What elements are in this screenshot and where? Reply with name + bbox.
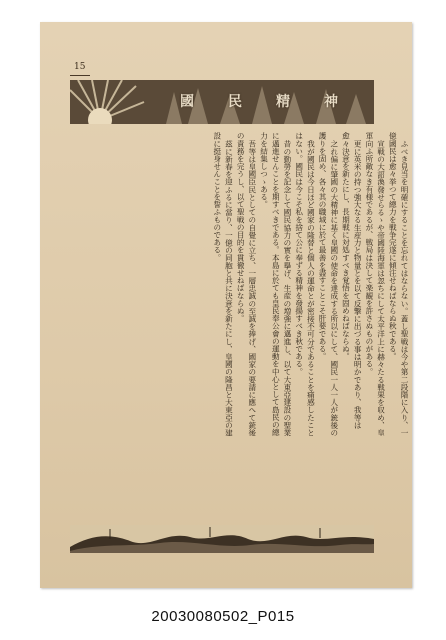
banner-char: 神: [324, 94, 340, 110]
header-banner-illustration: [70, 80, 374, 124]
banner-title: [180, 86, 340, 116]
paragraph: 宣戦の大詔渙發せらるゝや帝國陸海軍は忽ちにして太平洋上に赫々たる戦果を収め、皇軍向ふ所敵なき有様であるが、戦局は決して楽観を許さぬものがある。: [364, 132, 386, 436]
image-caption: 20030080502_P015: [151, 608, 295, 625]
paragraph: 昔の勤勞を記念して國民協力の實を擧げ、生産の増強に邁進し、以て大東亞建設の聖業に邁進せんことを期すべきである。本島に於ても皇民奉公會の運動を中心として島民の總力を結集しつゝある。: [259, 132, 292, 436]
banner-char: 精: [276, 94, 292, 110]
paragraph: 吾等は皇國臣民としての自覺に立ち、一層忠誠の至誠を捧げ、國家の要請に應へて銃後の責務を完うし、以て聖戦の目的を貫徹せねばならぬ。: [236, 132, 257, 436]
page-number-rule: [70, 75, 90, 76]
paragraph: 更に英米の持つ強大なる生産力と物量とを以て反撃に出づる事は明かであり、我等は愈々決意を新たにし、長期戦に対処すべき覚悟を固めねばならぬ。: [341, 132, 363, 429]
paragraph: 我が國民は今日ほど國家の隆替と個人の運命とが密接不可分であることを痛感したことはない。國民は今こそ私を捨て公に奉ずる精神を發揚すべき秋である。: [294, 132, 316, 436]
body-text-vertical: [66, 132, 410, 436]
paragraph: ふべき見当を明確にすることを忘れてはならない。蓋し聖戦は今や第二段階に入り、一億國民は愈々挙つて總力を戦争完遂に傾注せねばならぬ秋である。: [388, 132, 409, 436]
page-number: 15: [74, 62, 86, 72]
footer-banner-illustration: [70, 525, 374, 553]
paragraph: 之れ偏に肇國の大精神に基く皇國の使命を達成する所以にして、國民一人一人が銃後の護りを固め、各々其の職域に於て最善を盡すことこそ肝要である。: [318, 132, 339, 436]
banner-char: 民: [228, 94, 244, 110]
landscape-banner-art: [70, 525, 374, 553]
paragraph: 茲に新春を迎ふるに當り、一億の同胞と共に決意を新たにし、皇國の隆昌と大東亞の建設に挺身せんことを誓ふものである。: [212, 132, 234, 436]
banner-char: 國: [180, 94, 196, 110]
